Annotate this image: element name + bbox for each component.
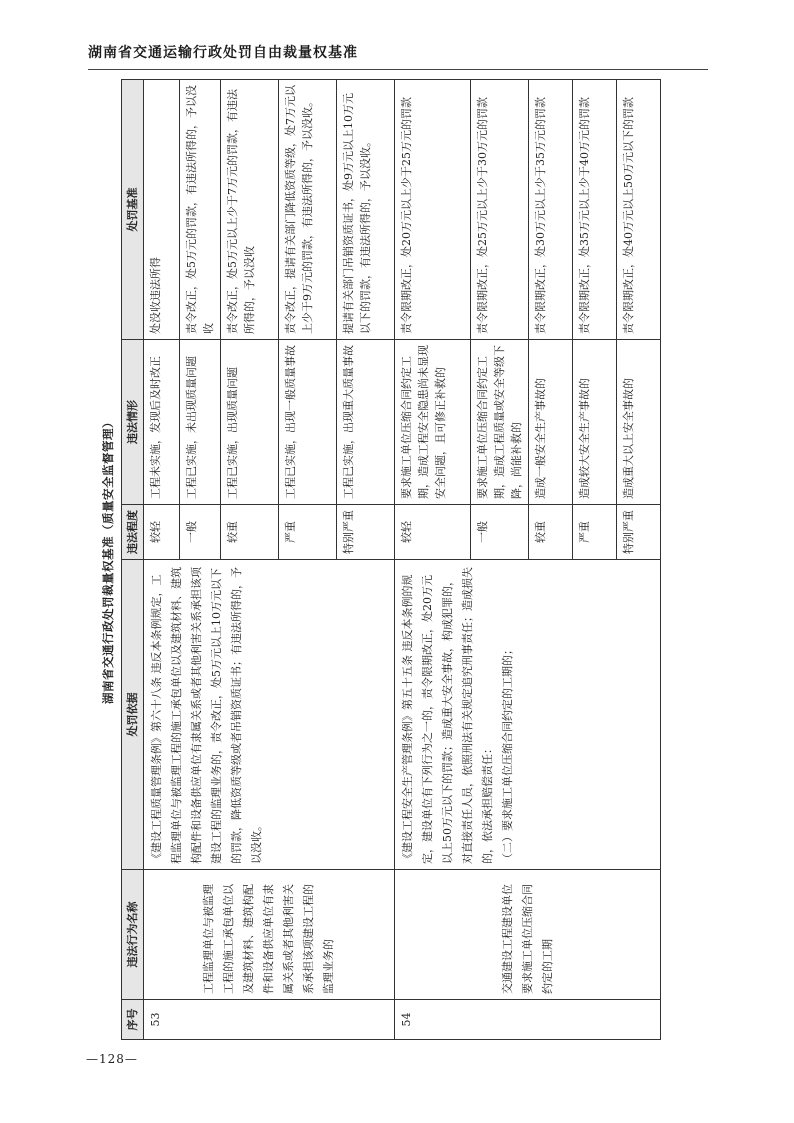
- standard-cell: 责令限期改正，处40万元以上50万元以下的罚款: [617, 80, 661, 340]
- standard-cell: 责令改正，处5万元的罚款，有违法所得的，予以没收: [180, 80, 221, 340]
- situation-cell: 工程已实施，出现质量问题: [221, 340, 279, 505]
- degree-cell: 特别严重: [617, 505, 661, 560]
- standard-cell: 责令限期改正，处35万元以上少于40万元的罚款: [573, 80, 617, 340]
- seq-cell: 54: [395, 1000, 661, 1040]
- degree-cell: 严重: [573, 505, 617, 560]
- degree-cell: 较重: [529, 505, 573, 560]
- legal-basis-paragraph: 《建设工程安全生产管理条例》第五十五条 违反本条例的规定，建设单位有下列行为之一的，责令限期改正，处20万元以上50万元以下的罚款；造成重大安全事故，构成犯罪的，对直接责任人员，依照刑法有关规定追究刑事责任；造成损失的，依法承担赔偿责任：: [401, 567, 494, 864]
- landscape-sheet: [95, 80, 710, 1040]
- degree-cell: 严重: [279, 505, 337, 560]
- header-violation-name: 违法行为名称: [122, 870, 144, 1000]
- seq-cell: 53: [144, 1000, 395, 1040]
- standard-cell: 责令限期改正，处25万元以上少于30万元的罚款: [471, 80, 529, 340]
- penalty-standards-table: [121, 79, 661, 1040]
- violation-name-cell: 交通建设工程建设单位要求施工单位压缩合同约定的工期: [395, 870, 661, 1000]
- header-standard: 处罚基准: [122, 80, 144, 340]
- degree-cell: 较轻: [144, 505, 180, 560]
- table-header-row: [122, 80, 144, 1040]
- degree-cell: 一般: [471, 505, 529, 560]
- rotated-table-area: [95, 80, 710, 1040]
- situation-cell: 工程未实施，发现后及时改正: [144, 340, 180, 505]
- situation-cell: 要求施工单位压缩合同约定工期，造成工程安全隐患尚未显现安全问题，且可修正补救的: [395, 340, 471, 505]
- situation-cell: 工程已实施，出现重大质量事故: [337, 340, 395, 505]
- situation-cell: 造成重大以上安全事故的: [617, 340, 661, 505]
- legal-basis-cell: [395, 560, 661, 870]
- standard-cell: 提请有关部门吊销资质证书，处9万元以上10万元以下的罚款，有违法所得的，予以没收。: [337, 80, 395, 340]
- header-legal-basis: 处罚依据: [122, 560, 144, 870]
- running-header: 湖南省交通运输行政处罚自由裁量权基准: [88, 45, 358, 61]
- situation-cell: 工程已实施，出现一般质量事故: [279, 340, 337, 505]
- standard-cell: 责令限期改正，处30万元以上少于35万元的罚款: [529, 80, 573, 340]
- standard-cell: 处没收违法所得: [144, 80, 180, 340]
- degree-cell: 一般: [180, 505, 221, 560]
- header-seq: 序号: [122, 1000, 144, 1040]
- situation-cell: 要求施工单位压缩合同约定工期，造成工程质量或安全等级下降，尚能补救的: [471, 340, 529, 505]
- header-degree: 违法程度: [122, 505, 144, 560]
- header-rule: [88, 69, 708, 70]
- standard-cell: 责令改正，处5万元以上少于7万元的罚款，有违法所得的，予以没收: [221, 80, 279, 340]
- table-row: [395, 80, 471, 1040]
- situation-cell: 工程已实施，未出现质量问题: [180, 340, 221, 505]
- situation-cell: 造成较大安全生产事故的: [573, 340, 617, 505]
- standard-cell: 责令改正，提请有关部门降低资质等级，处7万元以上少于9万元的罚款，有违法所得的，予以没收。: [279, 80, 337, 340]
- degree-cell: 特别严重: [337, 505, 395, 560]
- situation-cell: 造成一般安全生产事故的: [529, 340, 573, 505]
- degree-cell: 较轻: [395, 505, 471, 560]
- table-title: 湖南省交通行政处罚裁量权基准（质量安全监督管理）: [101, 416, 115, 704]
- degree-cell: 较重: [221, 505, 279, 560]
- page-number: —128—: [86, 1052, 138, 1066]
- legal-basis-clause: （二）要求施工单位压缩合同约定的工期的；: [501, 644, 514, 864]
- header-situation: 违法情形: [122, 340, 144, 505]
- standard-cell: 责令限期改正，处20万元以上少于25万元的罚款: [395, 80, 471, 340]
- legal-basis-cell: 《建设工程质量管理条例》第六十八条 违反本条例规定，工程监理单位与被监理工程的施工承包单位以及建筑材料、建筑构配件和设备供应单位有隶属关系或者其他利害关系承担该项建设工程的监理业务的，责令改正，处5万元以上10万元以下的罚款，降低资质等级或者吊销资质证书；有违法所得的，予以没收。: [144, 560, 395, 870]
- table-row: [144, 80, 180, 1040]
- violation-name-cell: 工程监理单位与被监理工程的施工承包单位以及建筑材料、建筑构配件和设备供应单位有隶属关系或者其他利害关系承担该项建设工程的监理业务的: [144, 870, 395, 1000]
